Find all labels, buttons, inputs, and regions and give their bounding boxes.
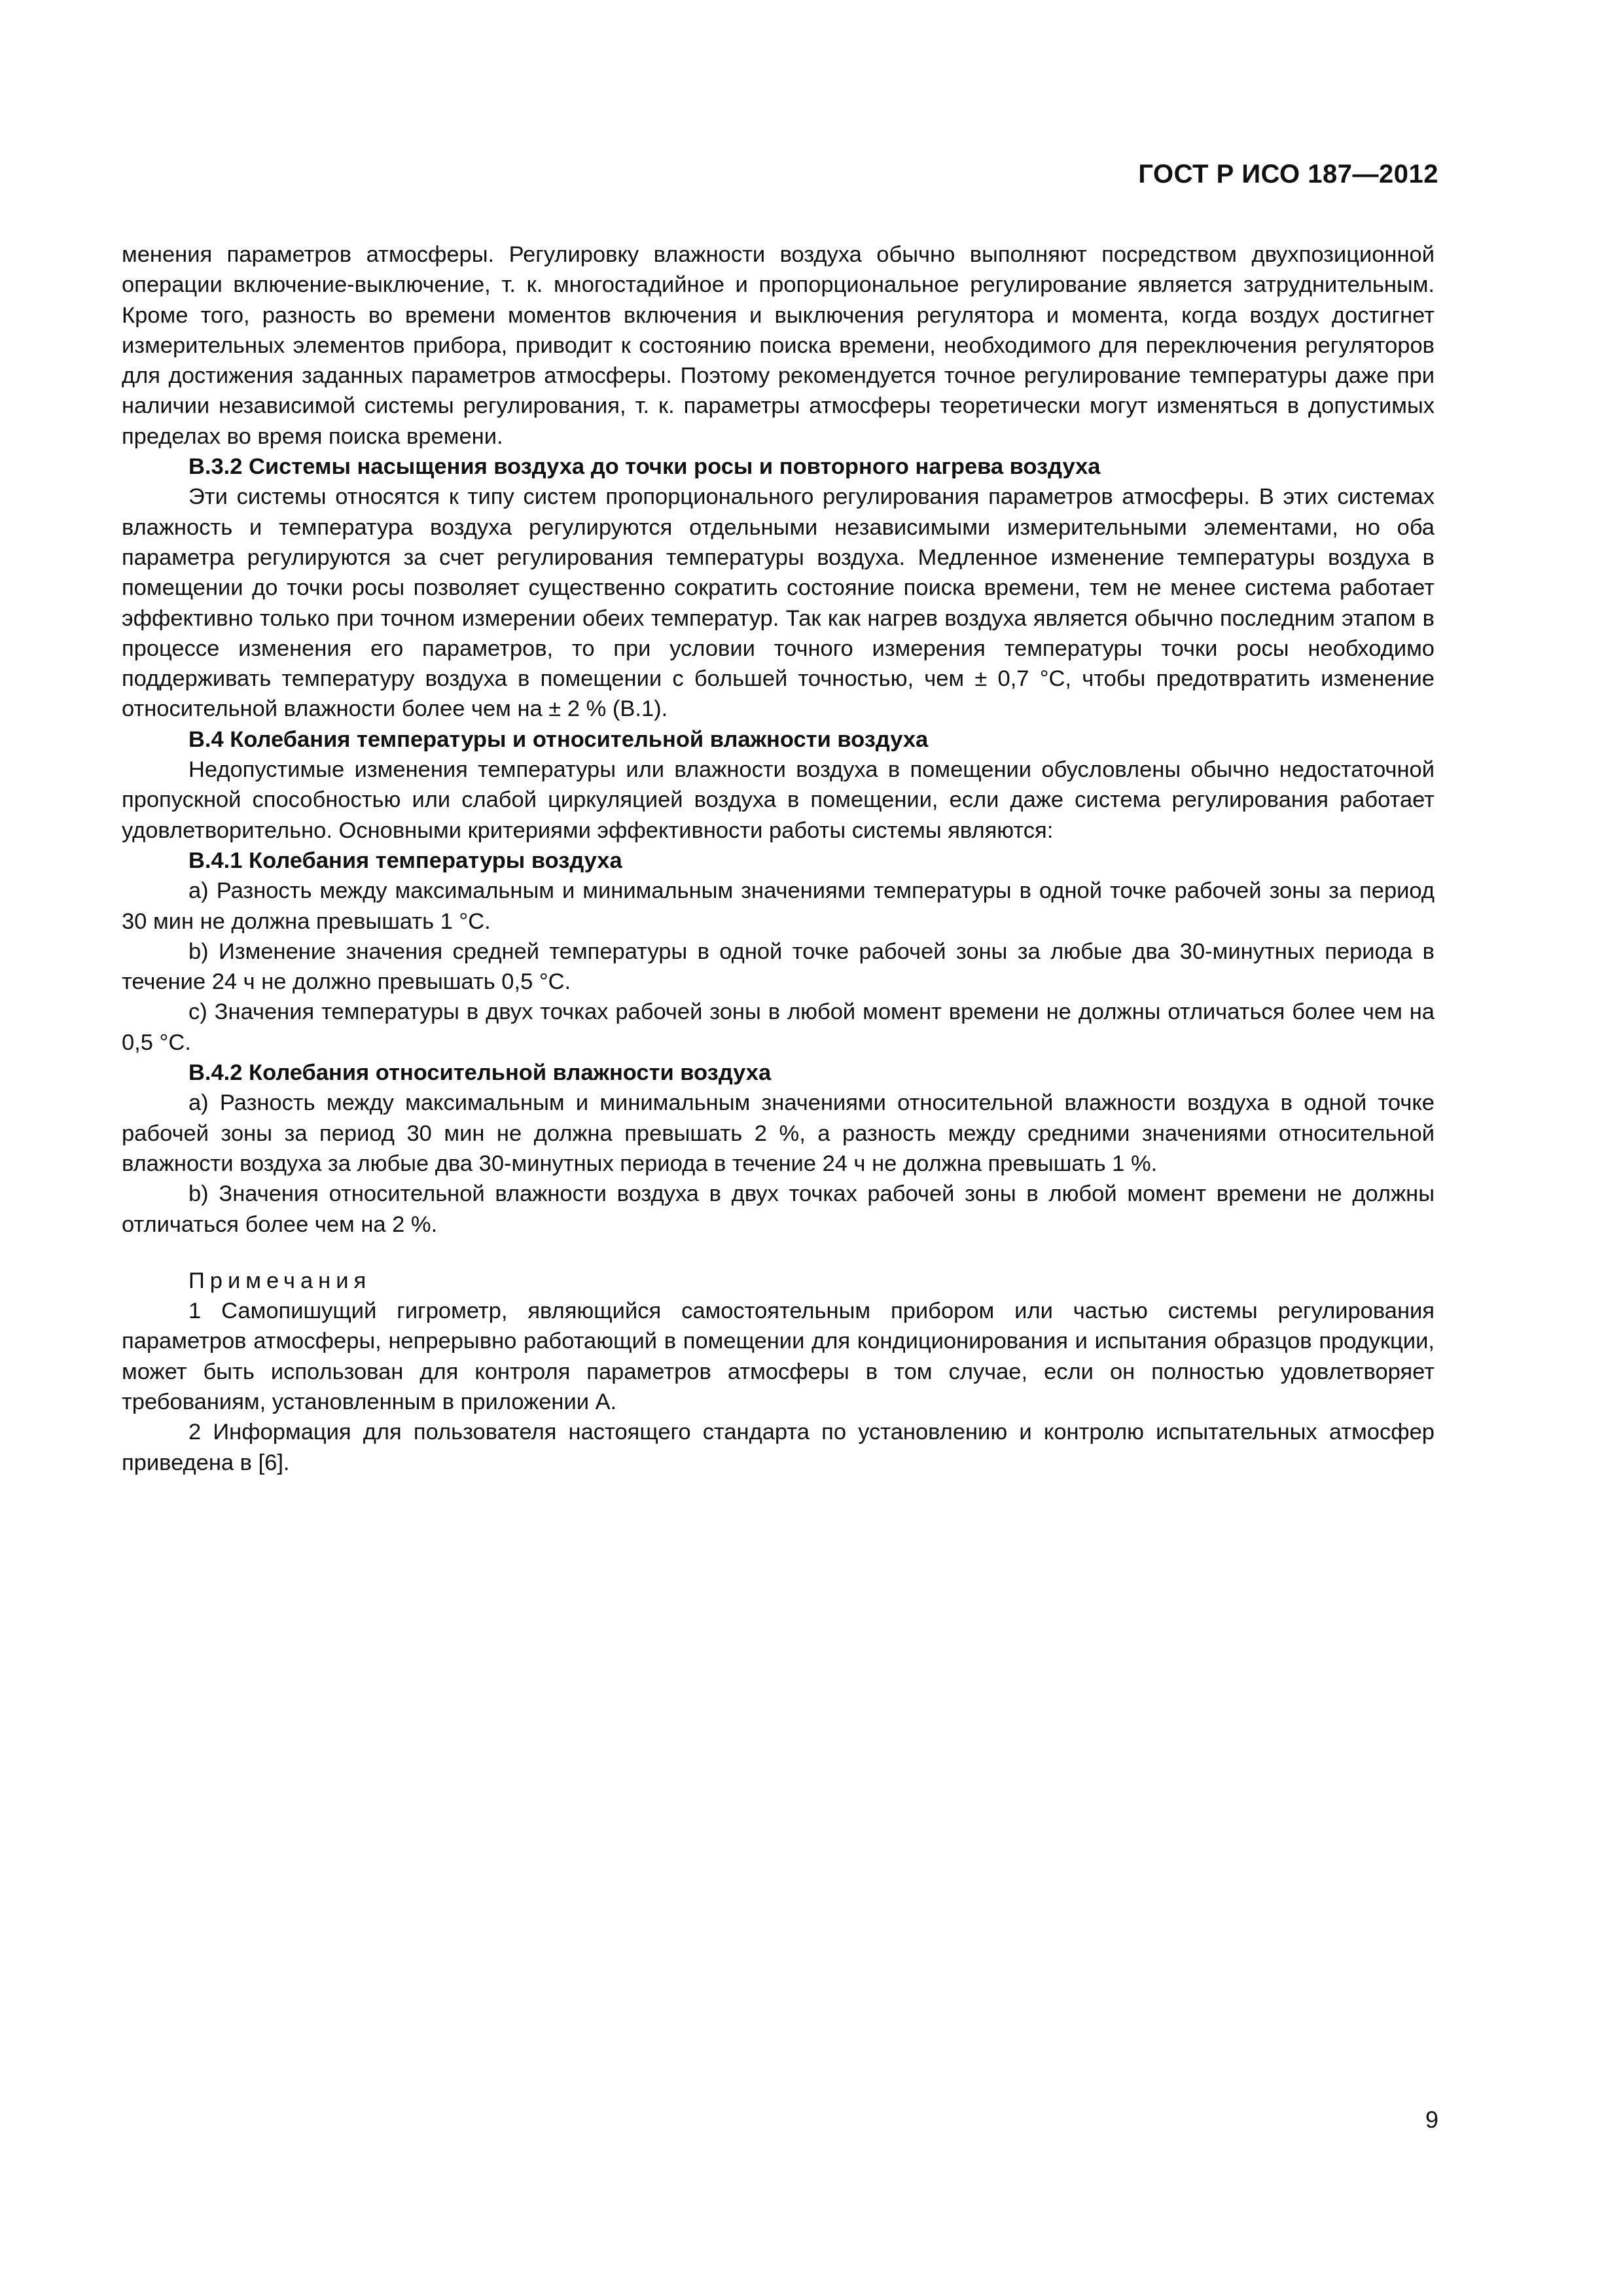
list-item-b42-a: а) Разность между максимальным и минимальным значениями относительной влажности воздуха в одной точке рабочей зоны за период 30 мин не должна превышать 2 %, а разность между средними значениями относительной влажности воздуха за любые два 30-минутных периода в течение 24 ч не должна превышать 1 %. <box>122 1090 1435 1176</box>
intro-paragraph: менения параметров атмосферы. Регулировку влажности воздуха обычно выполняют посредством двухпозиционной операции включение-выключение, т. к. многостадийное и пропорциональное регулирование является затруднительным. Кроме того, разность во времени моментов включения и выключения регулятора и момента, когда воздух достигнет измерительных элементов прибора, приводит к состоянию поиска времени, необходимого для переключения регуляторов для достижения заданных параметров атмосферы. Поэтому рекомендуется точное регулирование температуры даже при наличии независимой системы регулирования, т. к. параметры атмосферы теоретически могут изменяться в допустимых пределах во время поиска времени. <box>122 242 1435 449</box>
section-heading-b42: В.4.2 Колебания относительной влажности воздуха <box>188 1060 772 1086</box>
list-item-b41-a: а) Разность между максимальным и минимальным значениями температуры в одной точке рабочей зоны за период 30 мин не должна превышать 1 °С. <box>122 878 1435 934</box>
note-2: 2 Информация для пользователя настоящего стандарта по установлению и контролю испытательных атмосфер приведена в [6]. <box>122 1420 1435 1475</box>
section-heading-b4: В.4 Колебания температуры и относительной влажности воздуха <box>188 726 929 752</box>
list-item-b41-b: b) Изменение значения средней температуры в одной точке рабочей зоны за любые два 30-минутных периода в течение 24 ч не должно превышать 0,5 °С. <box>122 939 1435 995</box>
note-1: 1 Самопишущий гигрометр, являющийся самостоятельным прибором или частью системы регулирования параметров атмосферы, непрерывно работающий в помещении для кондиционирования и испытания образцов продукции, может быть использован для контроля параметров атмосферы в том случае, если он полностью удовлетворяет требованиям, установленным в приложении А. <box>122 1299 1435 1414</box>
notes-label: Примечания <box>188 1268 372 1293</box>
page-number: 9 <box>1425 2106 1438 2133</box>
list-item-b41-c: с) Значения температуры в двух точках рабочей зоны в любой момент времени не должны отличаться более чем на 0,5 °С. <box>122 999 1435 1055</box>
document-id-header: ГОСТ Р ИСО 187—2012 <box>1138 160 1438 188</box>
document-body <box>122 240 1435 1478</box>
section-heading-b41: В.4.1 Колебания температуры воздуха <box>188 848 622 873</box>
section-heading-b32: В.3.2 Системы насыщения воздуха до точки росы и повторного нагрева воздуха <box>188 454 1101 480</box>
paragraph-b32: Эти системы относятся к типу систем пропорционального регулирования параметров атмосферы. В этих системах влажность и температура воздуха регулируются отдельными независимыми измерительными элементами, но оба параметра регулируются за счет регулирования температуры воздуха. Медленное изменение температуры воздуха в помещении до точки росы позволяет существенно сократить состояние поиска времени, тем не менее система работает эффективно только при точном измерении обеих температур. Так как нагрев воздуха является обычно последним этапом в процессе изменения его параметров, то при условии точного измерения температуры точки росы необходимо поддерживать температуру воздуха в помещении с большей точностью, чем ± 0,7 °С, чтобы предотвратить изменение относительной влажности более чем на ± 2 % (В.1). <box>122 484 1435 722</box>
list-item-b42-b: b) Значения относительной влажности воздуха в двух точках рабочей зоны в любой момент времени не должны отличаться более чем на 2 %. <box>122 1181 1435 1237</box>
paragraph-b4: Недопустимые изменения температуры или влажности воздуха в помещении обусловлены обычно недостаточной пропускной способностью или слабой циркуляцией воздуха в помещении, если даже система регулирования работает удовлетворительно. Основными критериями эффективности работы системы являются: <box>122 757 1435 843</box>
